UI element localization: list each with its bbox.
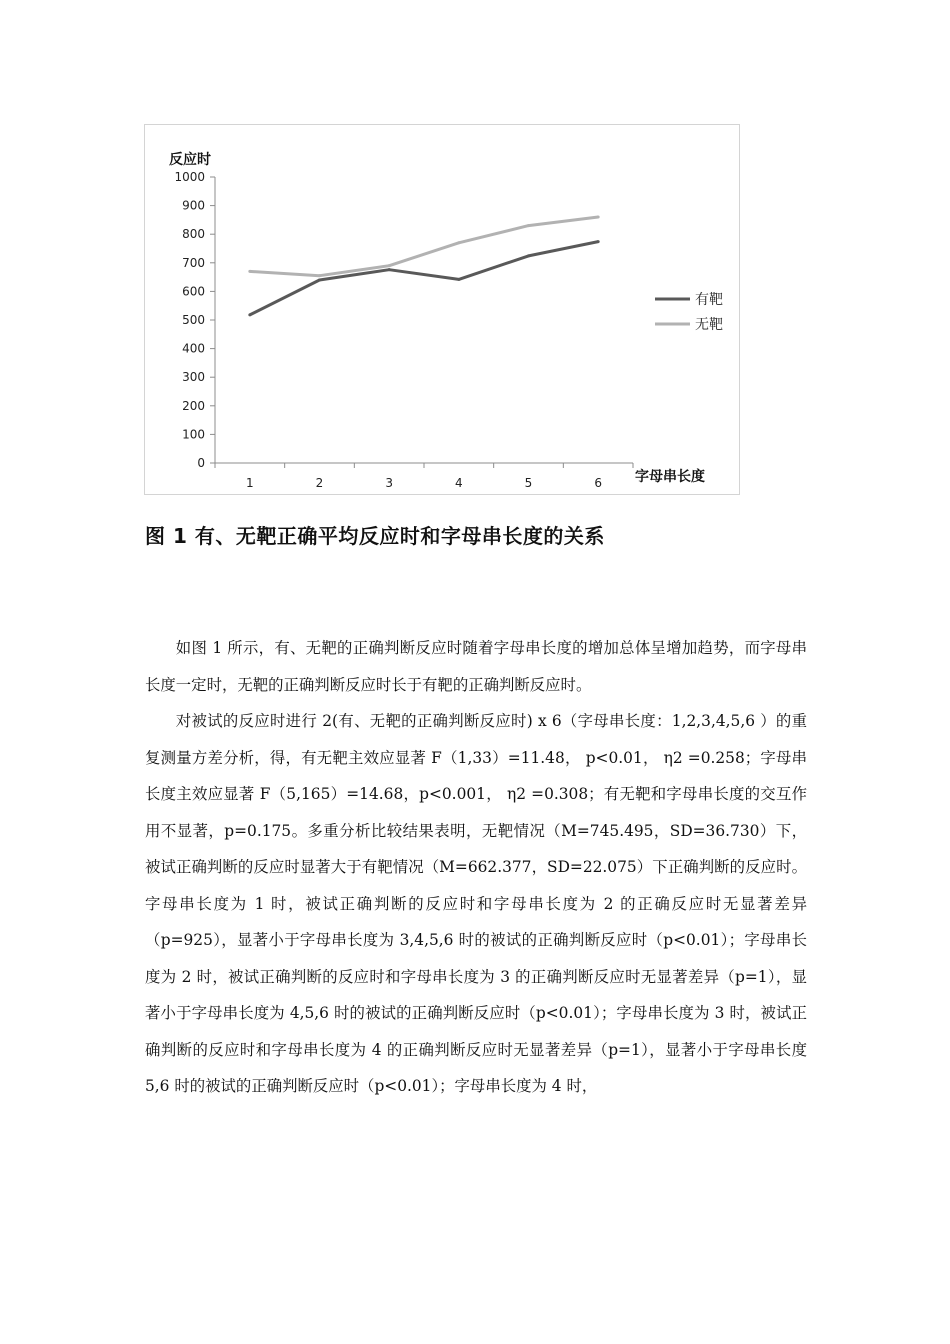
x-tick-label: 6 [594,476,602,490]
paragraph: 如图 1 所示，有、无靶的正确判断反应时随着字母串长度的增加总体呈增加趋势，而字母串长度一定时，无靶的正确判断反应时长于有靶的正确判断反应时。 [145,639,807,694]
y-tick-label: 500 [182,313,205,327]
line-chart [145,125,741,496]
series-point [248,313,251,316]
x-tick-label: 3 [385,476,393,490]
figure-caption [145,520,605,549]
paragraph: 对被试的反应时进行 2(有、无靶的正确判断反应时) x 6（字母串长度：1,2,3,4,5,6 ）的重复测量方差分析，得，有无靶主效应显著 F（1,33）=11.48， p<0.01， η2 =0.258；字母串长度主效应显著 F（5,165）=14.68，p<0.001， η2 =0.308；有无靶和字母串长度的交互作用不显著，p=0.175。多重分析比较结果表明，无靶情况（M=745.495，SD=36.730）下，被试正确判断的反应时显著大于有靶情况（M=662.377，SD=22.075）下正确判断的反应时。字母串长度为 1 时，被试正确判断的反应时和字母串长度为 2 的正确反应时无显著差异（p=925），显著小于字母串长度为 3,4,5,6 时的被试的正确判断反应时（p<0.01）；字母串长度为 2 时，被试正确判断的反应时和字母串长度为 3 的正确判断反应时无显著差异（p=1），显著小于字母串长度为 4,5,6 时的被试的正确判断反应时（p<0.01）；字母串长度为 3 时，被试正确判断的反应时和字母串长度为 4 的正确判断反应时无显著差异（p=1），显著小于字母串长度 5,6 时的被试的正确判断反应时（p<0.01）；字母串长度为 4 时， [145,712,807,1095]
y-tick-label: 700 [182,255,205,270]
y-tick-label: 600 [182,284,205,299]
series-point [597,240,600,243]
series-line-1 [250,242,598,315]
y-tick-label: 400 [182,341,205,356]
series-point [318,274,321,277]
caption-label: 图 1 [145,524,188,548]
series-point [527,254,530,257]
y-tick-label: 100 [182,427,205,442]
y-tick-label: 0 [197,456,205,470]
x-tick-label: 4 [455,476,463,490]
series-point [527,224,530,227]
x-axis-title: 字母串长度 [635,469,705,485]
body-text [145,630,807,1105]
x-tick-label: 5 [524,476,533,490]
y-tick-label: 300 [182,370,205,385]
y-tick-label: 1000 [174,170,205,184]
series-point [318,278,321,281]
series-point [388,268,391,271]
legend-label: 无靶 [695,317,723,333]
y-tick-label: 800 [182,227,205,242]
series-point [457,241,460,244]
series-point [248,270,251,273]
x-tick-label: 2 [315,476,324,490]
series-point [597,216,600,219]
y-tick-label: 200 [182,398,205,413]
y-axis-title: 反应时 [169,152,211,168]
y-tick-label: 900 [182,198,205,213]
x-tick-label: 1 [246,476,254,490]
caption-text: 有、无靶正确平均反应时和字母串长度的关系 [194,524,605,548]
series-point [457,278,460,281]
series-point [388,264,391,267]
series-line-2 [250,217,598,276]
legend-label: 有靶 [695,292,723,308]
figure-chart [144,124,740,495]
